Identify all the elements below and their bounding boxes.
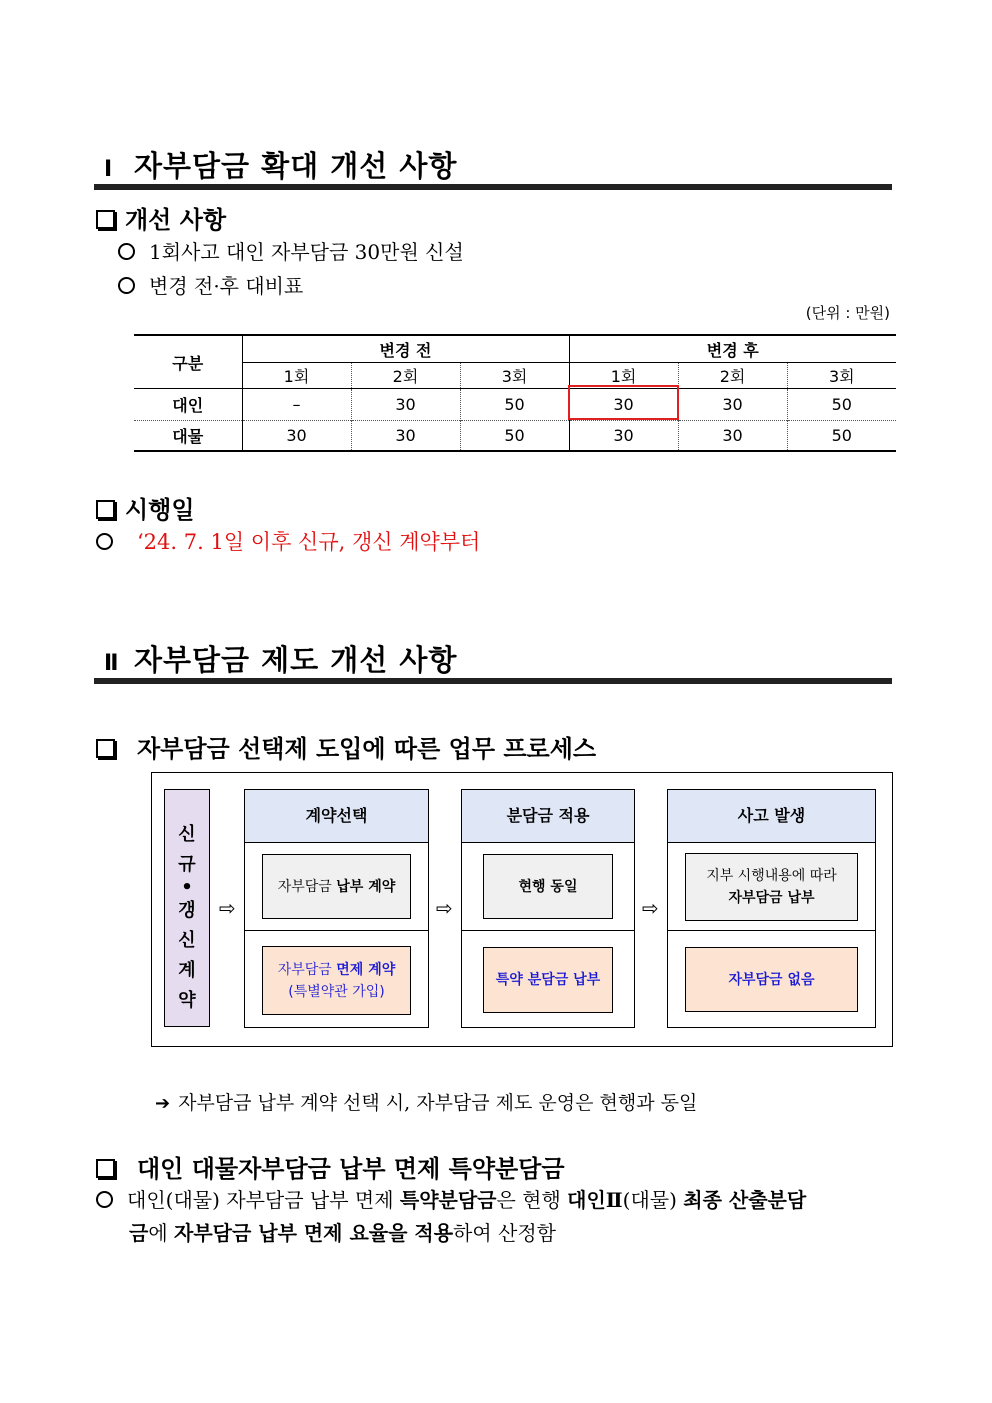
- table-round: 1회: [569, 363, 678, 389]
- special-clause-text: (특별약관 가입): [288, 983, 385, 1000]
- contract-selection-column: [244, 789, 429, 1028]
- table-cell: 50: [460, 389, 569, 421]
- paragraph-bold: 대인Ⅱ: [567, 1188, 623, 1212]
- table-header-before: 변경 전: [242, 335, 569, 363]
- subheading-process: [96, 729, 596, 764]
- subheading-process-text: 자부담금 선택제 도입에 따른 업무 프로세스: [137, 735, 597, 763]
- section2-title: [104, 638, 457, 679]
- contract-selection-header: 계약선택: [245, 790, 428, 843]
- paragraph-text: 에: [148, 1221, 175, 1245]
- special-premium-box: [483, 947, 613, 1013]
- special-premium-text: 특약 분담금 납부: [495, 972, 601, 988]
- deductible-payment-box: [685, 853, 858, 921]
- circle-bullet-icon: [118, 243, 135, 260]
- circle-bullet-icon: [118, 277, 135, 294]
- section2-number: Ⅱ: [104, 651, 120, 676]
- flow-arrow-icon: ⇨: [436, 896, 453, 920]
- paragraph-bold: 최종 산출분담: [683, 1188, 807, 1212]
- bullet-comparison-text: 변경 전·후 대비표: [149, 274, 304, 298]
- bullet-new-deductible: [118, 236, 464, 265]
- bullet-comparison: [118, 270, 303, 299]
- table-round: 2회: [351, 363, 460, 389]
- payment-contract-box: [262, 854, 411, 919]
- table-cell: 30: [569, 421, 678, 452]
- process-note-text: 자부담금 납부 계약 선택 시, 자부담금 제도 운영은 현행과 동일: [178, 1092, 698, 1114]
- subheading-special-premium-text: 대인 대물자부담금 납부 면제 특약분담금: [137, 1155, 565, 1183]
- table-header-after: 변경 후: [569, 335, 896, 363]
- side-char: 약: [178, 990, 196, 1011]
- paragraph-bold: 자부담금 납부 면제 요율을 적용: [174, 1221, 454, 1245]
- deductible-payment-text: 지부 시행내용에 따라: [706, 868, 837, 884]
- table-round: 2회: [678, 363, 787, 389]
- table-cell: –: [242, 389, 351, 421]
- checkbox-square-icon: [96, 1159, 115, 1178]
- table-cell: 30: [351, 389, 460, 421]
- section1-title: [104, 144, 457, 185]
- current-same-box: [483, 854, 613, 919]
- paragraph-bold: 특약분담금: [399, 1188, 497, 1212]
- checkbox-square-icon: [96, 500, 115, 519]
- table-cell: 50: [787, 421, 896, 452]
- side-char: 계: [178, 960, 196, 981]
- table-header-category: 구분: [134, 335, 242, 389]
- subheading-improvements: [96, 200, 226, 235]
- exemption-contract-bold: 면제 계약: [336, 961, 396, 978]
- circle-bullet-icon: [96, 533, 113, 550]
- side-char: 신: [178, 930, 196, 951]
- table-row-label: 대물: [134, 421, 242, 452]
- paragraph-text: 대인(대물) 자부담금 납부 면제: [127, 1188, 400, 1212]
- no-deductible-text: 자부담금 없음: [728, 971, 815, 988]
- accident-header: 사고 발생: [668, 790, 875, 843]
- table-round: 3회: [460, 363, 569, 389]
- current-same-text: 현행 동일: [518, 878, 578, 895]
- premium-application-column: [461, 789, 635, 1028]
- side-char: •: [181, 877, 193, 898]
- special-premium-paragraph: [96, 1184, 902, 1250]
- bullet-new-deductible-text: 1회사고 대인 자부담금 30만원 신설: [149, 240, 464, 264]
- paragraph-text: (대물): [622, 1188, 684, 1212]
- subheading-effective-date: [96, 490, 195, 525]
- table-cell: 50: [787, 389, 896, 421]
- section1-title-text: 자부담금 확대 개선 사항: [134, 149, 458, 183]
- side-char: 갱: [178, 900, 196, 921]
- section1-rule: [94, 184, 892, 190]
- table-cell-highlighted: 30: [569, 389, 678, 421]
- comparison-table: [134, 334, 896, 452]
- paragraph-bold: 금: [129, 1221, 149, 1245]
- table-cell: 30: [678, 389, 787, 421]
- exemption-contract-box: [262, 946, 411, 1015]
- process-note: [155, 1088, 697, 1115]
- side-char: 신: [178, 824, 196, 845]
- side-char: 규: [178, 854, 196, 875]
- subheading-special-premium: [96, 1149, 565, 1184]
- table-cell: 30: [678, 421, 787, 452]
- payment-contract-bold: 납부 계약: [336, 878, 396, 895]
- accident-column: [667, 789, 876, 1028]
- column-divider: [245, 930, 428, 931]
- table-round: 1회: [242, 363, 351, 389]
- table-cell: 30: [351, 421, 460, 452]
- column-divider: [462, 930, 634, 931]
- paragraph-text: 은 현행: [496, 1188, 568, 1212]
- checkbox-square-icon: [96, 210, 115, 229]
- section2-rule: [94, 678, 892, 684]
- flow-arrow-icon: ⇨: [219, 896, 236, 920]
- section1-number: Ⅰ: [104, 157, 114, 182]
- highlight-box: [568, 385, 679, 420]
- circle-bullet-icon: [96, 1191, 113, 1208]
- paragraph-text: 하여 산정함: [453, 1221, 556, 1245]
- no-deductible-box: [685, 947, 858, 1012]
- subheading-improvements-text: 개선 사항: [125, 206, 227, 234]
- table-cell: 30: [242, 421, 351, 452]
- unit-label: (단위 : 만원): [805, 304, 890, 322]
- section2-title-text: 자부담금 제도 개선 사항: [134, 643, 458, 677]
- bullet-effective-date: [96, 526, 480, 556]
- table-row-label: 대인: [134, 389, 242, 421]
- exemption-contract-text: 자부담금: [277, 961, 337, 978]
- column-divider: [668, 930, 875, 931]
- arrow-right-icon: ➔: [155, 1093, 171, 1114]
- premium-application-header: 분담금 적용: [462, 790, 634, 843]
- effective-date-text: ‘24. 7. 1일 이후 신규, 갱신 계약부터: [137, 530, 481, 554]
- payment-contract-text: 자부담금: [277, 878, 337, 895]
- new-renewal-contract-box: [164, 789, 210, 1027]
- checkbox-square-icon: [96, 739, 115, 758]
- table-round: 3회: [787, 363, 896, 389]
- subheading-effective-date-text: 시행일: [125, 496, 195, 524]
- deductible-payment-bold: 자부담금 납부: [728, 890, 815, 906]
- flow-arrow-icon: ⇨: [642, 896, 659, 920]
- table-cell: 50: [460, 421, 569, 452]
